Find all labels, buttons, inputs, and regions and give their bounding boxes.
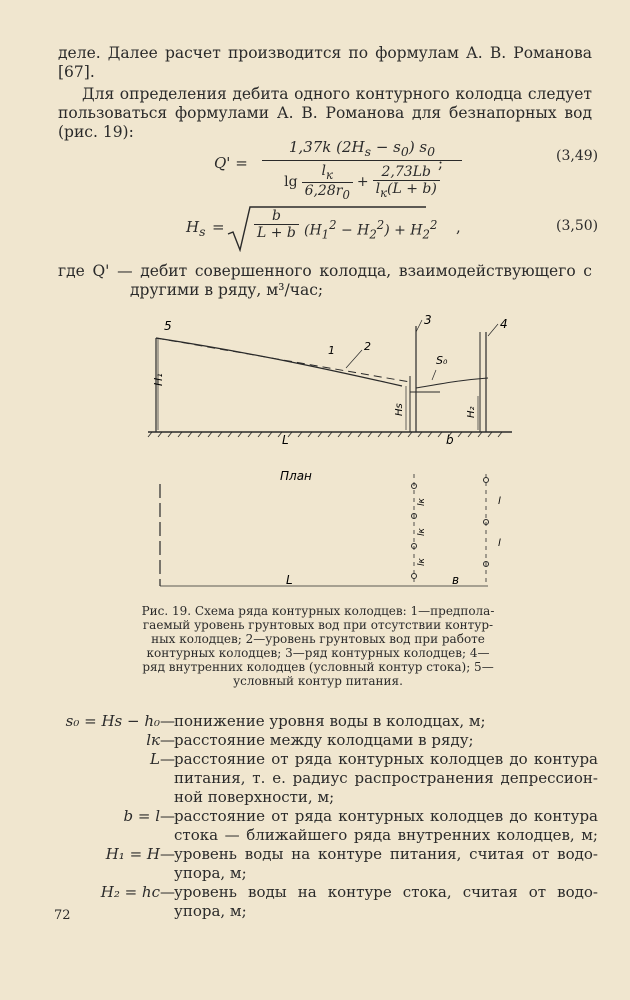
equation-3-50: [186, 204, 486, 254]
eq-sup: 2: [429, 218, 438, 232]
definitions-list: [52, 712, 598, 921]
frac-part: l: [321, 163, 326, 179]
eq-part: ) + H: [384, 222, 423, 239]
text-line: деле. Далее расчет производится по формулам А. В. Романова: [58, 44, 592, 62]
num-sub: 0: [427, 144, 436, 159]
plan-label-L: L: [286, 573, 293, 587]
equals-sign: =: [212, 218, 225, 236]
num-sub: 0: [400, 144, 409, 159]
label-3: 3: [424, 313, 432, 327]
frac-sub: к: [380, 186, 388, 201]
section-diagram: [140, 310, 520, 450]
equation-lhs: Q' =: [214, 154, 248, 172]
label-l: l: [498, 496, 501, 507]
def-line: понижение уровня воды в колодцах, м;: [174, 712, 486, 730]
page-number: 72: [54, 908, 71, 923]
label-1: 1: [328, 344, 335, 357]
label-5: 5: [164, 319, 172, 333]
frac-sub: 0: [342, 187, 350, 202]
semicolon: ;: [438, 154, 444, 172]
label-b: b: [446, 433, 454, 447]
eq-sup: 2: [329, 218, 337, 232]
plan-title: План: [280, 469, 312, 483]
label-h1: H₁: [152, 373, 165, 386]
def-line: расстояние между колодцами в ряду;: [174, 731, 474, 749]
label-lk: lк: [417, 498, 427, 506]
text-line: (рис. 19):: [58, 123, 134, 141]
caption-line: ряд внутренних колодцев (условный контур стока); 5—: [142, 660, 494, 674]
lg-label: lg: [284, 174, 298, 191]
eq-part: − H: [336, 222, 370, 239]
def-line: упора, м;: [174, 902, 247, 920]
caption-line: контурных колодцев; 3—ряд контурных колодцев; 4—: [146, 646, 490, 660]
frac-sub: к: [325, 167, 333, 182]
b-fraction: [254, 208, 299, 241]
def-symbol: lк: [146, 731, 160, 749]
label-lk: lк: [417, 528, 427, 536]
num-sub: s: [364, 144, 372, 159]
definition-row: H₁ = H — уровень воды на контуре питания, считая от водо- упора, м;: [52, 845, 598, 883]
num-part: − s: [371, 138, 401, 156]
equation-number: (3,50): [556, 218, 599, 234]
plan-label-b: в: [452, 573, 460, 587]
eq-sub: s: [199, 224, 206, 239]
frac-part: (L + b): [387, 181, 437, 198]
eq-part: H: [186, 218, 200, 236]
def-line: упора, м;: [174, 864, 247, 882]
def-symbol: H₂ = hс: [100, 883, 160, 901]
plan-diagram: [140, 458, 520, 598]
definition-row: b = l — расстояние от ряда контурных колодцев до контура стока — ближайшего ряда внутренних колодцев, м;: [52, 807, 598, 845]
text-line: пользоваться формулами А. В. Романова для безнапорных вод: [58, 104, 592, 122]
definition-row: lк — расстояние между колодцами в ряду;: [52, 731, 598, 750]
frac-part: l: [375, 181, 381, 198]
equation-number: (3,49): [556, 148, 599, 164]
comma: ,: [456, 218, 461, 236]
plan-well: [484, 478, 489, 483]
label-4: 4: [500, 317, 508, 331]
def-symbol: L: [150, 750, 160, 768]
equation-3-49: [214, 138, 474, 202]
frac-part: b: [254, 208, 299, 225]
text-line: Для определения дебита одного контурного колодца следует: [82, 85, 592, 103]
eq-sup: 2: [376, 218, 385, 232]
main-fraction: [262, 138, 462, 202]
caption-line: Рис. 19. Схема ряда контурных колодцев: 1—предпола-: [141, 604, 495, 618]
eq-part: (H: [304, 222, 322, 239]
frac-part: 6,28r: [304, 182, 343, 199]
lg-fraction: [302, 163, 353, 202]
num-part: 1,37k (2H: [288, 138, 365, 156]
def-line: уровень воды на контуре стока, считая от водо-: [174, 883, 598, 901]
figure-caption: [110, 604, 526, 688]
num-part: ) s: [408, 138, 428, 156]
def-line: расстояние от ряда контурных колодцев до контура: [174, 807, 598, 825]
eq-sub: 2: [369, 227, 377, 242]
plus-sign: +: [356, 174, 369, 191]
def-line: ной поверхности, м;: [174, 788, 335, 806]
text-line: где Q' — дебит совершенного колодца, взаимодействующего с: [58, 262, 592, 280]
frac-part: L + b: [257, 225, 296, 241]
definition-row: H₂ = hс — уровень воды на контуре стока, считая от водо- упора, м;: [52, 883, 598, 921]
text-line: другими в ряду, м³/час;: [130, 281, 324, 299]
def-symbol: b = l: [123, 807, 160, 825]
label-hs: Hs: [394, 403, 405, 416]
eq-sub: 2: [422, 227, 430, 242]
label-l: l: [498, 538, 501, 549]
label-2: 2: [364, 340, 371, 353]
caption-line: условный контур питания.: [233, 674, 403, 688]
caption-line: ных колодцев; 2—уровень грунтовых вод при работе: [151, 632, 485, 646]
def-line: уровень воды на контуре питания, считая от водо-: [174, 845, 598, 863]
plan-well: [412, 574, 417, 579]
definition-row: s₀ = Hs − h₀ — понижение уровня воды в колодцах, м;: [52, 712, 598, 731]
label-L: L: [282, 433, 289, 447]
eq-sub: 1: [321, 227, 330, 242]
text-line: [67].: [58, 63, 95, 81]
def-line: расстояние от ряда контурных колодцев до контура: [174, 750, 598, 768]
b-fraction: [373, 164, 440, 200]
def-line: стока — ближайшего ряда внутренних колодцев, м;: [174, 826, 598, 844]
definition-row: L — расстояние от ряда контурных колодцев до контура питания, т. е. радиус распространения депрессион- ной поверхности, м;: [52, 750, 598, 807]
caption-line: гаемый уровень грунтовых вод при отсутствии контур-: [142, 618, 494, 632]
curve-right: [416, 378, 488, 388]
def-line: питания, т. е. радиус распространения депрессион-: [174, 769, 598, 787]
def-symbol: s₀ = Hs − h₀: [65, 712, 160, 730]
label-lk: lк: [417, 558, 427, 566]
label-h2: H₂: [466, 406, 477, 418]
label-s0: S₀: [436, 354, 448, 367]
def-symbol: H₁ = H: [105, 845, 160, 863]
frac-part: 2,73Lb: [373, 164, 440, 181]
